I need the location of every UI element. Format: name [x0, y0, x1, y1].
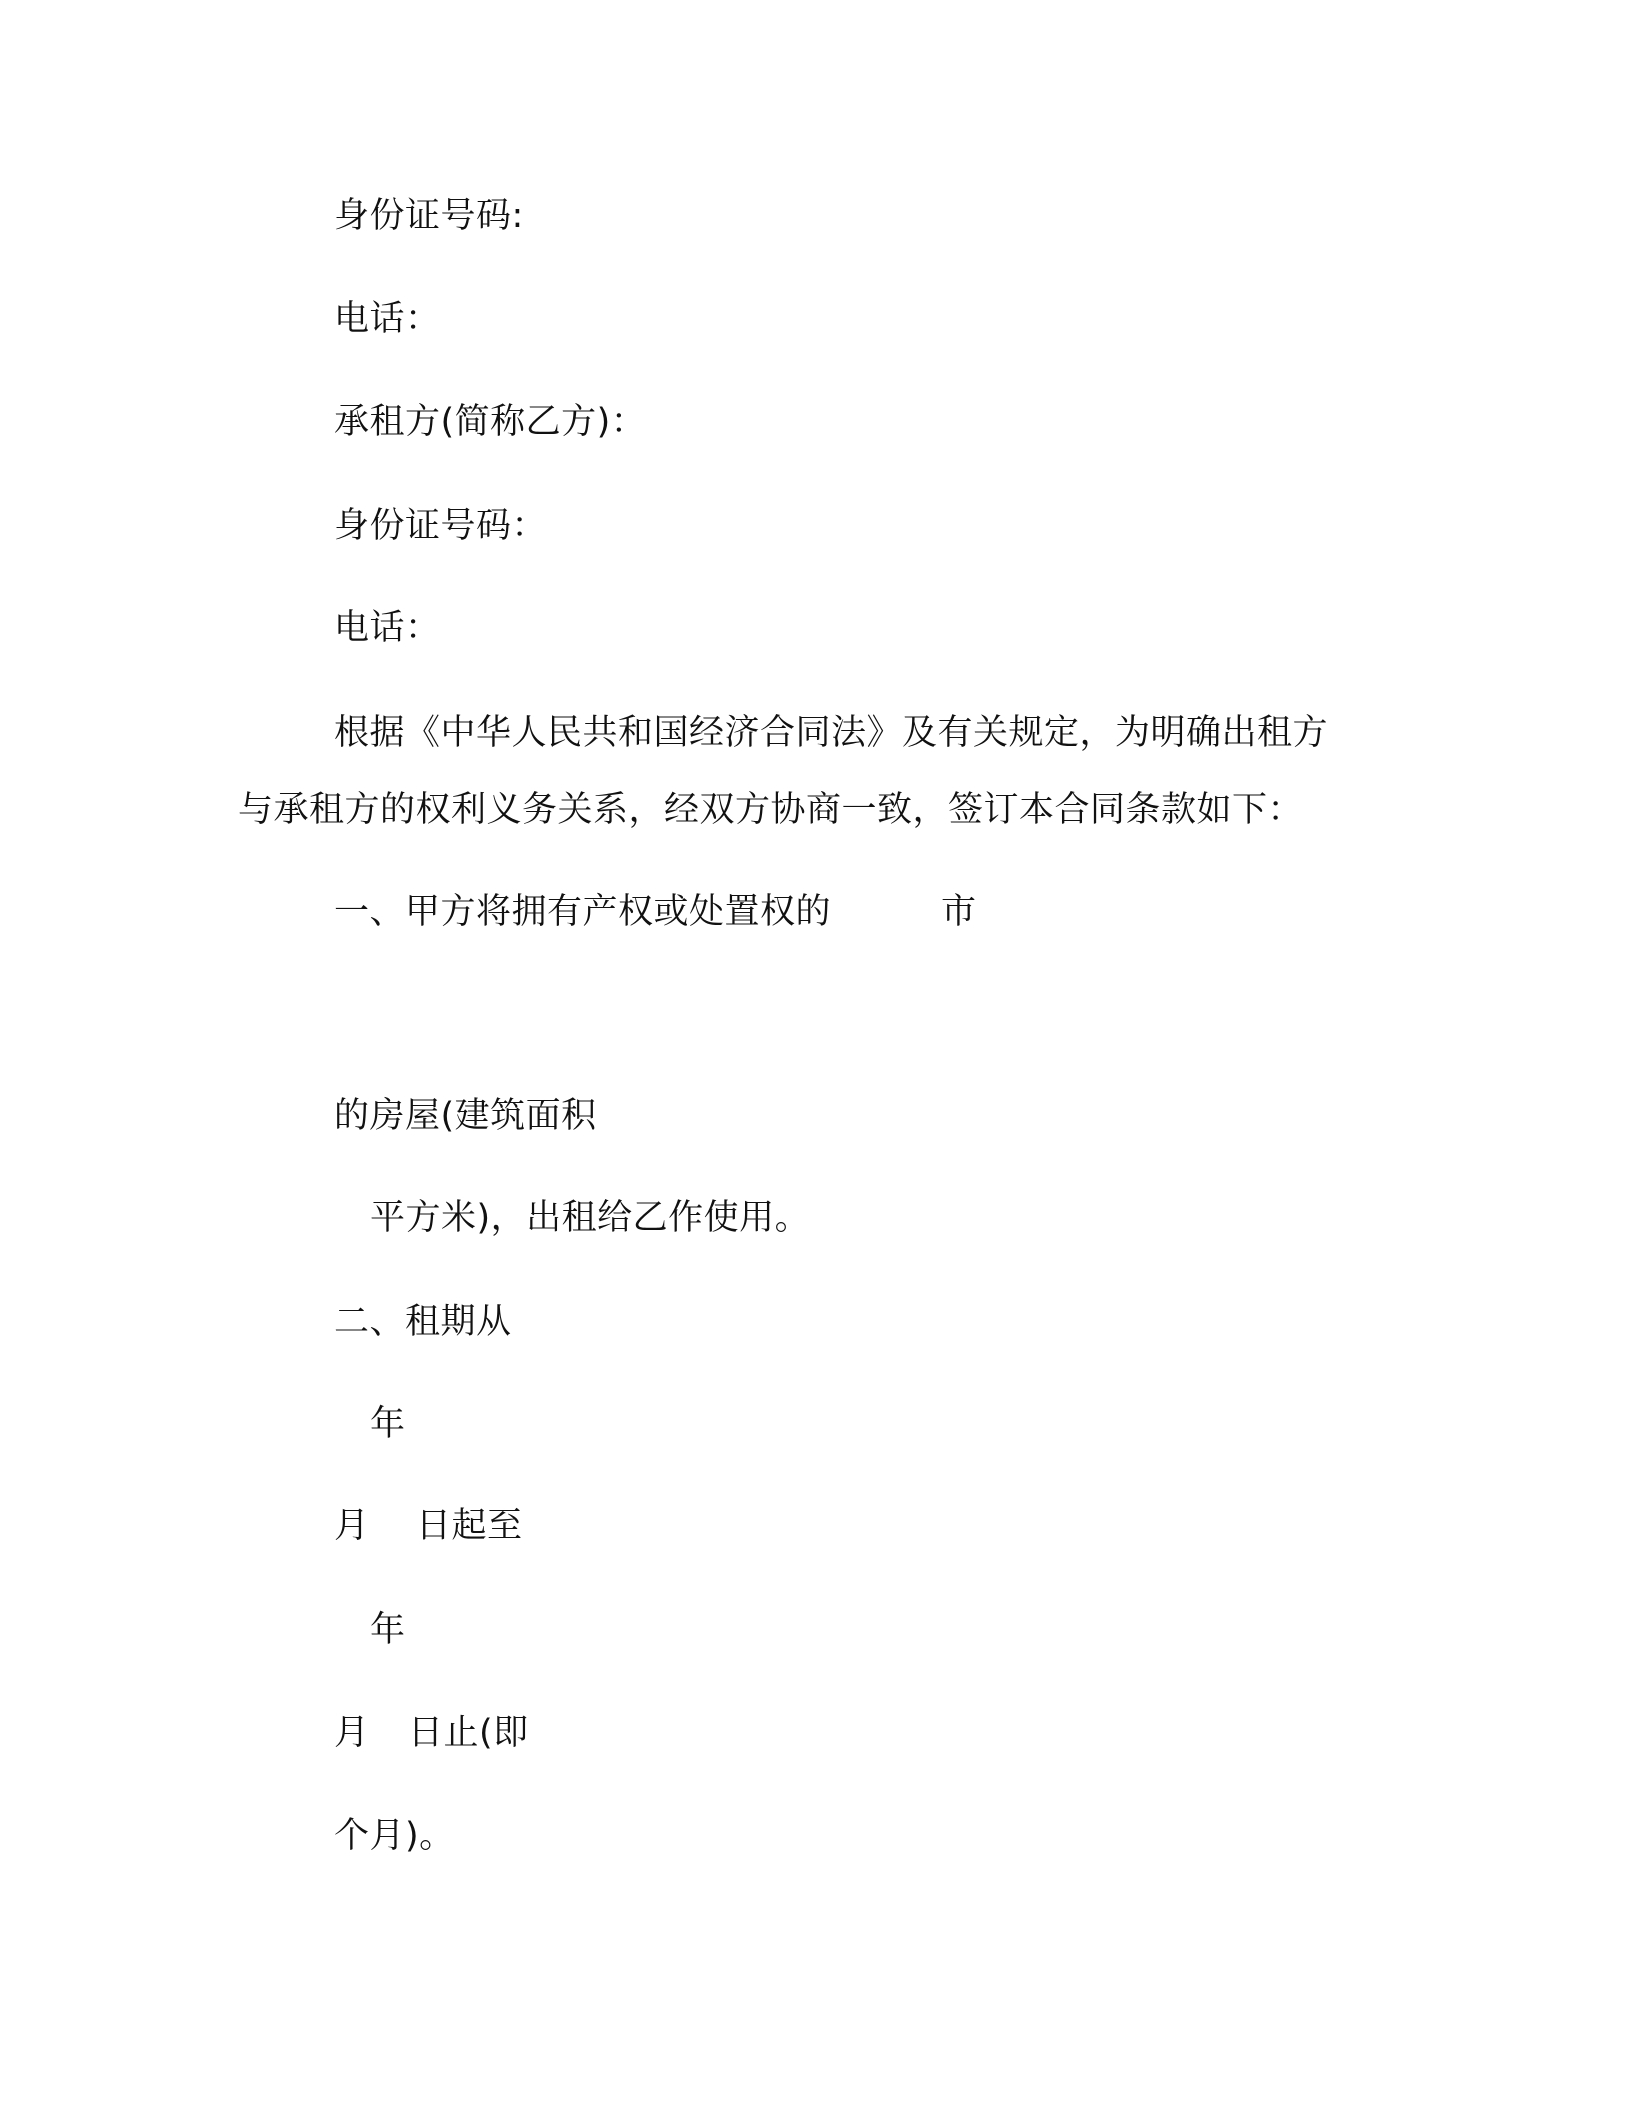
- clause-1-house-area: 的房屋(建筑面积: [334, 1096, 597, 1136]
- start-day: 日起至: [416, 1506, 523, 1546]
- end-month: 月: [334, 1713, 370, 1753]
- clause-1-city: 市: [941, 892, 977, 932]
- preamble-line-2: 与承租方的权利义务关系，经双方协商一致，签订本合同条款如下：: [238, 790, 1304, 830]
- clause-1-square-meters: 平方米)，出租给乙作使用。: [370, 1198, 811, 1238]
- preamble-line-1: 根据《中华人民共和国经济合同法》及有关规定，为明确出租方: [334, 713, 1329, 753]
- lessee-phone-label: 电话：: [334, 608, 441, 648]
- lessor-id-number-label: 身份证号码:: [334, 196, 524, 236]
- lessee-label: 承租方(简称乙方)：: [334, 402, 647, 442]
- clause-2-text: 二、租期从: [334, 1302, 512, 1342]
- lease-months: 个月)。: [334, 1816, 455, 1856]
- end-year: 年: [370, 1610, 406, 1650]
- start-month: 月: [334, 1506, 370, 1546]
- start-year: 年: [370, 1404, 406, 1444]
- lessee-id-number-label: 身份证号码：: [334, 506, 548, 546]
- end-day: 日止(即: [408, 1713, 529, 1753]
- lessor-phone-label: 电话：: [334, 299, 441, 339]
- clause-1-text: 一、甲方将拥有产权或处置权的: [334, 892, 832, 932]
